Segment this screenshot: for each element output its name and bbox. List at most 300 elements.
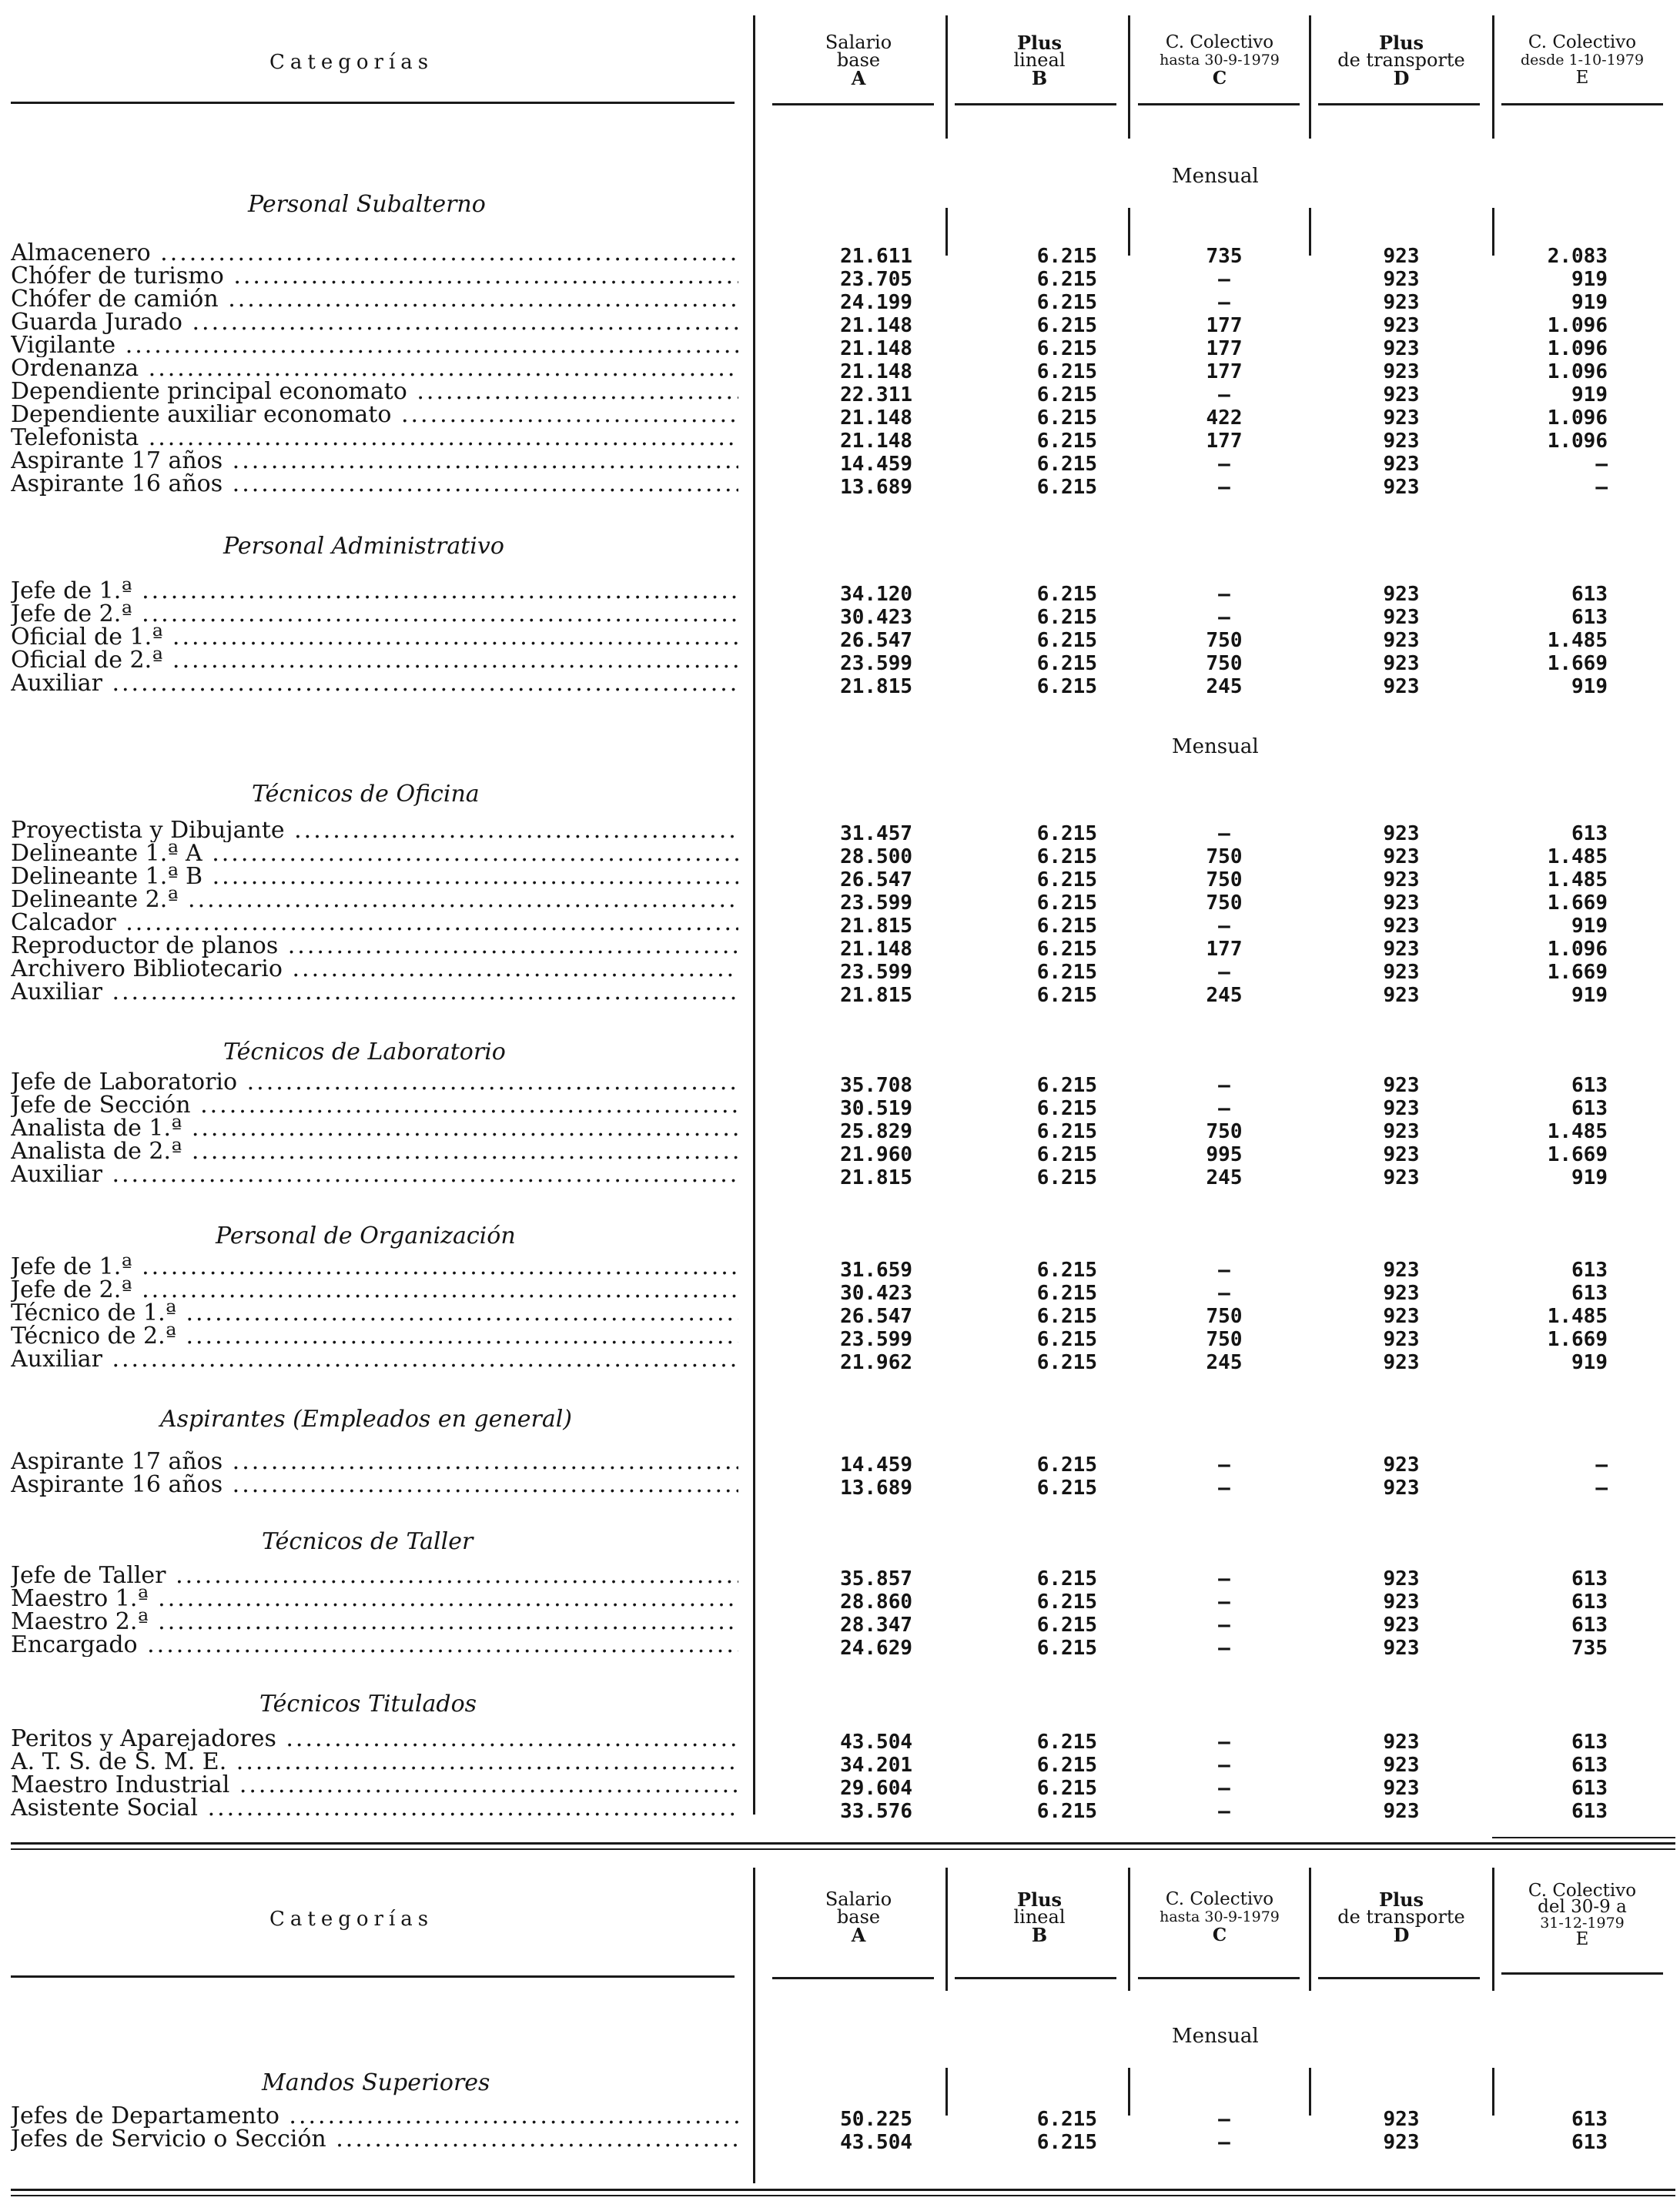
cell-a: 23.599 [840,961,912,984]
cell-a: 30.519 [840,1097,912,1120]
row-label: Delineante 1.ª A ..... [11,842,738,865]
cell-a: 34.120 [840,583,912,606]
cell-b: 6.215 [1036,822,1097,845]
row-label: Maestro 2.ª ..... [11,1611,738,1634]
cell-a: 21.960 [840,1143,912,1166]
cell-c: 735 [1206,245,1243,268]
cell-b: 6.215 [1036,2108,1097,2131]
table-end-rule [11,2189,1675,2191]
cell-d: 923 [1383,1328,1420,1351]
cell-e: 613 [1571,1614,1608,1637]
header-rule [1138,1977,1300,1979]
cell-b: 6.215 [1036,383,1097,406]
cell-b: 6.215 [1036,606,1097,629]
cell-e: 613 [1571,822,1608,845]
cell-b: 6.215 [1036,2131,1097,2154]
cell-c: — [1218,915,1230,938]
cell-b: 6.215 [1036,1453,1097,1477]
cell-d: 923 [1383,845,1420,868]
column-stub [1309,2068,1311,2116]
header-col-e: C. Colectivo del 30-9 a 31-12-1979 E [1528,1881,1637,1949]
column-stub [1492,2068,1494,2116]
cell-b: 6.215 [1036,314,1097,337]
header-rule [955,103,1116,105]
cell-e: 919 [1571,675,1608,698]
cell-e: 1.485 [1547,1120,1608,1143]
cell-b: 6.215 [1036,652,1097,675]
cell-d: 923 [1383,2108,1420,2131]
cell-e: 1.096 [1547,938,1608,961]
header-rule [11,102,735,104]
cell-d: 923 [1383,1305,1420,1328]
cell-c: — [1218,453,1230,476]
cell-e: 1.096 [1547,314,1608,337]
cell-c: — [1218,1754,1230,1777]
cell-b: 6.215 [1036,453,1097,476]
row-label: Técnico de 1.ª ..... [11,1302,738,1325]
cell-e: 613 [1571,1074,1608,1097]
cell-d: 923 [1383,314,1420,337]
cell-a: 24.629 [840,1637,912,1660]
cell-a: 43.504 [840,2131,912,2154]
cell-c: 177 [1206,314,1243,337]
row-label: Dependiente auxiliar economato ..... [11,403,738,426]
column-divider [1309,1868,1311,1991]
cell-b: 6.215 [1036,1074,1097,1097]
cell-a: 30.423 [840,606,912,629]
row-label: Archivero Bibliotecario ..... [11,958,738,981]
header-rule [1501,1972,1663,1975]
column-divider [945,1868,948,1991]
table-end-rule [11,1848,1675,1850]
cell-a: 28.500 [840,845,912,868]
cell-d: 923 [1383,606,1420,629]
cell-e: 613 [1571,2108,1608,2131]
row-label: Jefe de Laboratorio ..... [11,1071,738,1094]
cell-e: 1.669 [1547,652,1608,675]
cell-e: 919 [1571,383,1608,406]
column-divider [753,15,755,1815]
section-title: Personal Administrativo [223,533,504,560]
cell-d: 923 [1383,1074,1420,1097]
cell-e: 919 [1571,291,1608,314]
cell-c: — [1218,383,1230,406]
header-col-e: C. Colectivo desde 1-10-1979 E [1520,32,1645,88]
row-label: Jefe de 2.ª ..... [11,1279,738,1302]
cell-d: 923 [1383,1731,1420,1754]
cell-b: 6.215 [1036,891,1097,915]
row-label: Oficial de 2.ª ..... [11,649,738,672]
cell-c: — [1218,583,1230,606]
cell-c: — [1218,961,1230,984]
cell-c: — [1218,1282,1230,1305]
cell-b: 6.215 [1036,1097,1097,1120]
cell-d: 923 [1383,1477,1420,1500]
cell-c: — [1218,1259,1230,1282]
cell-d: 923 [1383,1591,1420,1614]
row-label: Asistente Social ..... [11,1797,738,1820]
cell-a: 21.815 [840,984,912,1007]
cell-d: 923 [1383,430,1420,453]
header-rule [1318,103,1480,105]
cell-e: 2.083 [1547,245,1608,268]
cell-e: 919 [1571,268,1608,291]
cell-e: 613 [1571,1754,1608,1777]
header-col-d: Plus de transporte D [1337,32,1465,89]
section-title: Técnicos Titulados [259,1691,477,1718]
row-label: Analista de 1.ª ..... [11,1117,738,1140]
cell-b: 6.215 [1036,961,1097,984]
cell-d: 923 [1383,406,1420,430]
row-label: Maestro 1.ª ..... [11,1587,738,1611]
header-rule [1138,103,1300,105]
cell-e: 613 [1571,1731,1608,1754]
cell-e: 1.096 [1547,337,1608,360]
cell-a: 43.504 [840,1731,912,1754]
column-stub [1128,208,1130,256]
cell-c: 177 [1206,337,1243,360]
cell-d: 923 [1383,1777,1420,1800]
cell-a: 30.423 [840,1282,912,1305]
column-stub [945,208,948,256]
cell-e: 613 [1571,2131,1608,2154]
cell-a: 23.705 [840,268,912,291]
cell-a: 23.599 [840,652,912,675]
cell-a: 23.599 [840,891,912,915]
cell-a: 21.962 [840,1351,912,1374]
cell-b: 6.215 [1036,1477,1097,1500]
header-col-a: Salario base A [825,32,892,89]
cell-c: — [1218,2108,1230,2131]
cell-b: 6.215 [1036,291,1097,314]
cell-a: 21.611 [840,245,912,268]
cell-e: 919 [1571,1351,1608,1374]
cell-c: 750 [1206,1328,1243,1351]
cell-e: 613 [1571,1259,1608,1282]
header-rule [1318,1977,1480,1979]
cell-c: — [1218,1097,1230,1120]
column-divider [1128,1868,1130,1991]
cell-e: 1.669 [1547,891,1608,915]
cell-a: 21.148 [840,314,912,337]
cell-a: 26.547 [840,868,912,891]
cell-c: 177 [1206,938,1243,961]
cell-d: 923 [1383,360,1420,383]
row-label: Maestro Industrial ..... [11,1774,738,1797]
row-label: Proyectista y Dibujante ..... [11,819,738,842]
cell-d: 923 [1383,268,1420,291]
table-end-rule [11,1842,1675,1845]
cell-b: 6.215 [1036,915,1097,938]
cell-b: 6.215 [1036,406,1097,430]
cell-e: 613 [1571,1567,1608,1591]
cell-a: 28.347 [840,1614,912,1637]
cell-b: 6.215 [1036,1637,1097,1660]
cell-c: — [1218,291,1230,314]
cell-d: 923 [1383,984,1420,1007]
cell-e: 1.485 [1547,868,1608,891]
cell-a: 25.829 [840,1120,912,1143]
cell-c: — [1218,1074,1230,1097]
row-label: Oficial de 1.ª ..... [11,626,738,649]
cell-e: 613 [1571,1097,1608,1120]
cell-d: 923 [1383,1259,1420,1282]
column-stub [1492,208,1494,256]
cell-d: 923 [1383,1637,1420,1660]
cell-d: 923 [1383,583,1420,606]
cell-b: 6.215 [1036,1143,1097,1166]
column-stub [1309,208,1311,256]
cell-a: 50.225 [840,2108,912,2131]
cell-a: 34.201 [840,1754,912,1777]
row-label: Jefe de 2.ª ..... [11,603,738,626]
cell-e: 1.485 [1547,845,1608,868]
cell-a: 13.689 [840,476,912,499]
cell-b: 6.215 [1036,868,1097,891]
cell-d: 923 [1383,2131,1420,2154]
section-title: Mandos Superiores [262,2069,490,2096]
header-rule [772,1977,934,1979]
cell-d: 923 [1383,1614,1420,1637]
cell-e: 613 [1571,583,1608,606]
cell-b: 6.215 [1036,1754,1097,1777]
header-col-c: C. Colectivo hasta 30-9-1979 C [1160,32,1280,89]
cell-c: — [1218,1731,1230,1754]
cell-d: 923 [1383,868,1420,891]
cell-e: 1.096 [1547,406,1608,430]
cell-e: 1.485 [1547,1305,1608,1328]
cell-e: 613 [1571,1282,1608,1305]
row-label: Analista de 2.ª ..... [11,1140,738,1163]
column-divider [1309,15,1311,139]
header-col-a: Salario base A [825,1888,892,1946]
cell-a: 31.659 [840,1259,912,1282]
cell-b: 6.215 [1036,583,1097,606]
row-label: Aspirante 16 años ..... [11,473,738,496]
header-categorias: Categorías [269,51,434,74]
section-title: Técnicos de Taller [262,1528,474,1555]
table-end-rule [11,2195,1675,2196]
cell-b: 6.215 [1036,675,1097,698]
cell-b: 6.215 [1036,1282,1097,1305]
row-label: Jefe de 1.ª ..... [11,1256,738,1279]
cell-b: 6.215 [1036,1120,1097,1143]
cell-a: 14.459 [840,1453,912,1477]
cell-c: 750 [1206,629,1243,652]
cell-a: 21.815 [840,915,912,938]
cell-b: 6.215 [1036,1328,1097,1351]
cell-a: 21.815 [840,1166,912,1189]
cell-b: 6.215 [1036,337,1097,360]
row-label: Jefes de Departamento ..... [11,2105,738,2128]
cell-b: 6.215 [1036,360,1097,383]
cell-a: 13.689 [840,1477,912,1500]
column-stub [1128,2068,1130,2116]
cell-c: 750 [1206,868,1243,891]
header-categorias: Categorías [269,1908,434,1931]
section-title: Personal de Organización [216,1223,516,1249]
row-label: Auxiliar ..... [11,1348,738,1371]
cell-d: 923 [1383,453,1420,476]
cell-d: 923 [1383,1143,1420,1166]
row-label: Chófer de turismo ..... [11,265,738,288]
cell-e: 1.669 [1547,1328,1608,1351]
cell-d: 923 [1383,1800,1420,1823]
cell-c: — [1218,1477,1230,1500]
cell-c: 750 [1206,845,1243,868]
cell-e: 613 [1571,1591,1608,1614]
header-rule [1501,103,1663,105]
cell-c: — [1218,1777,1230,1800]
cell-e: 919 [1571,915,1608,938]
cell-c: 750 [1206,891,1243,915]
section-title: Personal Subalterno [248,191,486,218]
cell-d: 923 [1383,629,1420,652]
row-label: Auxiliar ..... [11,1163,738,1186]
column-divider [753,1868,755,2183]
cell-d: 923 [1383,1754,1420,1777]
cell-d: 923 [1383,675,1420,698]
cell-c: — [1218,1800,1230,1823]
cell-e: 1.669 [1547,961,1608,984]
cell-b: 6.215 [1036,1591,1097,1614]
cell-a: 21.148 [840,406,912,430]
mensual-label: Mensual [1172,165,1259,188]
row-label: Delineante 2.ª ..... [11,888,738,911]
cell-b: 6.215 [1036,1777,1097,1800]
cell-a: 35.708 [840,1074,912,1097]
cell-d: 923 [1383,891,1420,915]
cell-b: 6.215 [1036,1305,1097,1328]
cell-b: 6.215 [1036,938,1097,961]
column-divider [945,15,948,139]
cell-c: 422 [1206,406,1243,430]
cell-d: 923 [1383,1453,1420,1477]
row-label: Dependiente principal economato ..... [11,380,738,403]
row-label: Calcador ..... [11,911,738,935]
cell-b: 6.215 [1036,984,1097,1007]
cell-b: 6.215 [1036,476,1097,499]
cell-c: — [1218,476,1230,499]
mensual-label: Mensual [1172,735,1259,758]
cell-c: 995 [1206,1143,1243,1166]
cell-a: 24.199 [840,291,912,314]
cell-e: 613 [1571,1777,1608,1800]
cell-d: 923 [1383,1166,1420,1189]
cell-e: — [1595,453,1608,476]
cell-b: 6.215 [1036,1351,1097,1374]
column-stub [945,2068,948,2116]
header-rule [11,1975,735,1978]
cell-e: 1.669 [1547,1143,1608,1166]
cell-d: 923 [1383,1120,1420,1143]
row-label: Vigilante ..... [11,334,738,357]
header-rule [772,103,934,105]
row-label: Delineante 1.ª B ..... [11,865,738,888]
row-label: Jefe de Sección ..... [11,1094,738,1117]
cell-a: 28.860 [840,1591,912,1614]
cell-e: 1.096 [1547,360,1608,383]
cell-b: 6.215 [1036,1731,1097,1754]
cell-e: 919 [1571,1166,1608,1189]
cell-a: 31.457 [840,822,912,845]
row-label: Telefonista ..... [11,426,738,450]
cell-c: — [1218,1614,1230,1637]
cell-c: — [1218,1591,1230,1614]
cell-c: 177 [1206,430,1243,453]
cell-e: 919 [1571,984,1608,1007]
row-label: Ordenanza ..... [11,357,738,380]
row-label: Auxiliar ..... [11,981,738,1004]
cell-c: 750 [1206,1305,1243,1328]
cell-a: 26.547 [840,1305,912,1328]
header-col-d: Plus de transporte D [1337,1888,1465,1946]
cell-a: 29.604 [840,1777,912,1800]
cell-c: 245 [1206,1351,1243,1374]
cell-e: — [1595,1453,1608,1477]
cell-e: — [1595,476,1608,499]
cell-d: 923 [1383,1351,1420,1374]
cell-d: 923 [1383,291,1420,314]
cell-d: 923 [1383,915,1420,938]
cell-d: 923 [1383,652,1420,675]
cell-c: 177 [1206,360,1243,383]
cell-d: 923 [1383,245,1420,268]
cell-c: — [1218,1453,1230,1477]
cell-a: 23.599 [840,1328,912,1351]
row-label: Jefes de Servicio o Sección ..... [11,2128,738,2151]
cell-c: — [1218,1567,1230,1591]
section-title: Técnicos de Laboratorio [223,1039,506,1065]
cell-c: — [1218,1637,1230,1660]
row-label: Peritos y Aparejadores ..... [11,1728,738,1751]
cell-b: 6.215 [1036,845,1097,868]
cell-a: 33.576 [840,1800,912,1823]
section-title: Técnicos de Oficina [252,781,480,808]
cell-c: — [1218,268,1230,291]
section-title: Aspirantes (Empleados en general) [160,1406,573,1433]
cell-a: 22.311 [840,383,912,406]
header-col-c: C. Colectivo hasta 30-9-1979 C [1160,1889,1280,1945]
cell-b: 6.215 [1036,629,1097,652]
cell-e: 613 [1571,606,1608,629]
header-col-b: Plus lineal B [1013,1888,1066,1946]
row-label: Reproductor de planos ..... [11,935,738,958]
cell-b: 6.215 [1036,430,1097,453]
cell-b: 6.215 [1036,1614,1097,1637]
cell-a: 21.815 [840,675,912,698]
cell-a: 35.857 [840,1567,912,1591]
row-label: Aspirante 17 años ..... [11,450,738,473]
cell-c: 750 [1206,1120,1243,1143]
cell-a: 14.459 [840,453,912,476]
row-label: Jefe de Taller ..... [11,1564,738,1587]
cell-d: 923 [1383,961,1420,984]
cell-c: 245 [1206,1166,1243,1189]
cell-c: 245 [1206,675,1243,698]
cell-b: 6.215 [1036,1567,1097,1591]
cell-a: 21.148 [840,938,912,961]
cell-c: 750 [1206,652,1243,675]
cell-b: 6.215 [1036,1166,1097,1189]
row-label: Guarda Jurado ..... [11,311,738,334]
row-label: Almacenero ..... [11,242,738,265]
mensual-label: Mensual [1172,2025,1259,2048]
cell-d: 923 [1383,1097,1420,1120]
cell-e: 613 [1571,1800,1608,1823]
row-label: Aspirante 17 años ..... [11,1450,738,1473]
cell-e: 735 [1571,1637,1608,1660]
